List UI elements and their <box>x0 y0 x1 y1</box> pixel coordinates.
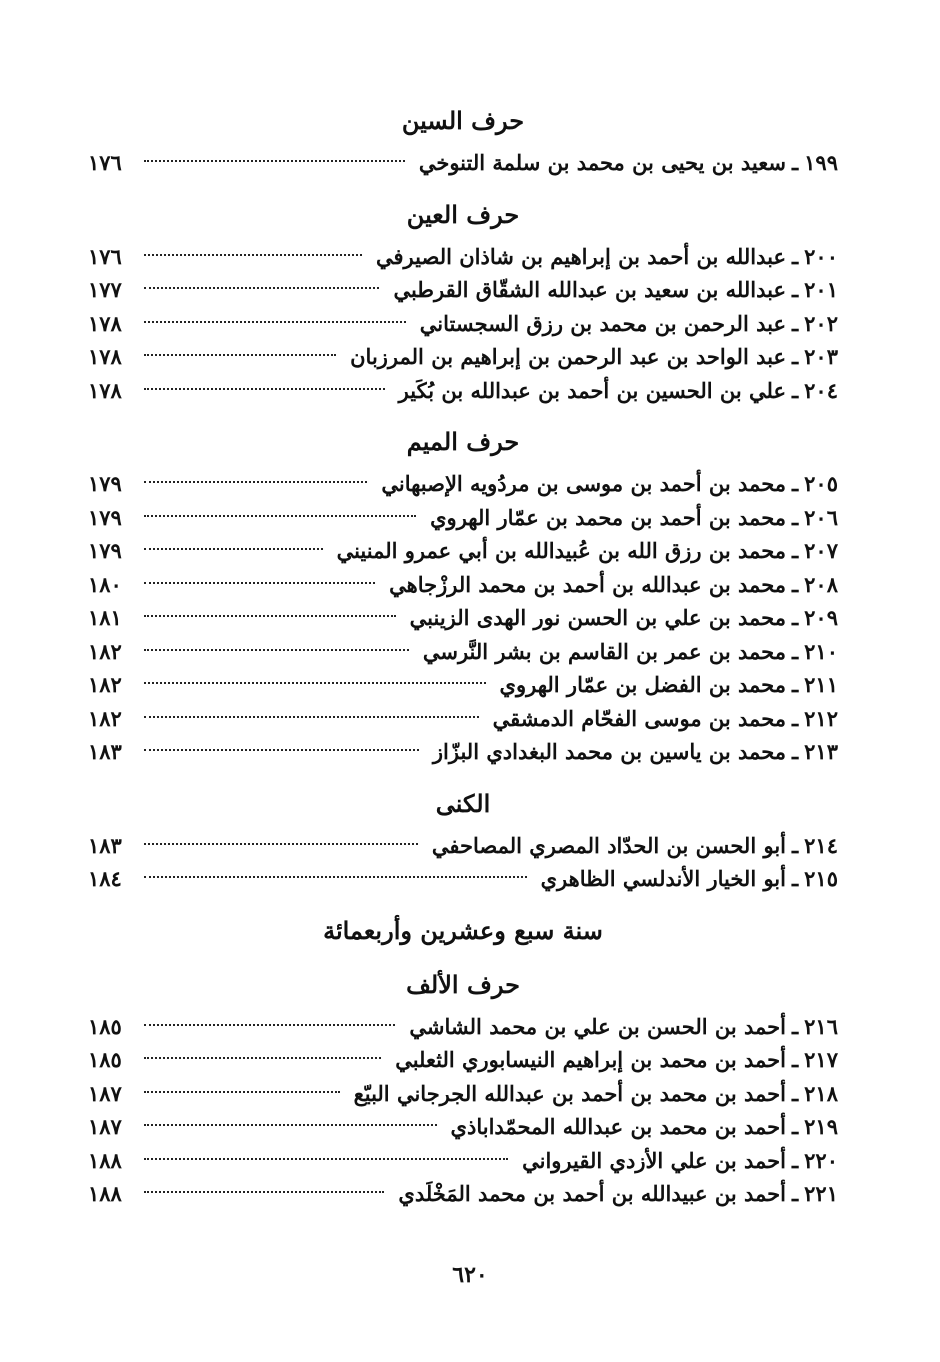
dot-leader <box>144 160 405 162</box>
page-number: ٦٢٠ <box>452 1262 488 1288</box>
entry-name: أبو الحسن بن الحدّاد المصري المصاحفي <box>431 832 786 858</box>
toc-entry <box>88 1077 838 1111</box>
entry-number: ٢١٥ <box>804 866 838 891</box>
entry-name: محمد بن رزق الله بن عُبيدالله بن أبي عمرو المنيني <box>336 538 786 563</box>
entry-name: أحمد بن عبيدالله بن أحمد بن محمد المَخْلَدي <box>398 1181 786 1206</box>
entry-page-number: ١٨٢ <box>88 638 122 664</box>
entry-list <box>88 467 838 769</box>
entry-page-number: ١٧٨ <box>88 377 122 403</box>
toc-entry <box>88 1010 838 1044</box>
entry-page-number: ١٧٨ <box>88 344 122 369</box>
toc-entry <box>88 862 838 896</box>
entry-number: ٢١٨ <box>804 1080 838 1106</box>
entry-page-number: ١٧٦ <box>88 243 122 269</box>
dot-leader <box>144 354 336 356</box>
entry-page-number: ١٧٩ <box>88 471 122 496</box>
entry-separator: ـ <box>792 310 799 336</box>
entry-separator: ـ <box>792 1047 799 1072</box>
entry-number: ٢١٩ <box>804 1114 838 1139</box>
entry-page-number: ١٨٧ <box>88 1080 122 1106</box>
entry-page-number: ١٨٣ <box>88 739 122 764</box>
entry-page-number: ١٧٧ <box>88 277 122 302</box>
entry-name: أحمد بن علي الأزدي القيرواني <box>522 1147 786 1173</box>
entry-separator: ـ <box>792 471 799 496</box>
entry-separator: ـ <box>792 571 799 597</box>
entry-number: ٢١٧ <box>804 1047 838 1072</box>
toc-entry <box>88 1043 838 1077</box>
entry-separator: ـ <box>792 1147 799 1173</box>
dot-leader <box>144 548 323 550</box>
entry-separator: ـ <box>792 705 799 731</box>
entry-page-number: ١٨٠ <box>88 571 122 597</box>
dot-leader <box>144 1191 384 1193</box>
entry-number: ٢٠٦ <box>804 504 838 530</box>
entry-page-number: ١٨٤ <box>88 866 122 891</box>
dot-leader <box>144 515 416 517</box>
entry-number: ٢٢١ <box>804 1181 838 1206</box>
entry-separator: ـ <box>792 1013 799 1039</box>
entry-separator: ـ <box>792 1181 799 1206</box>
entry-number: ٢٠٩ <box>804 605 838 630</box>
entry-name: عبد الواحد بن عبد الرحمن بن إبراهيم بن المرزبان <box>350 344 786 369</box>
entry-name: عبد الرحمن بن محمد بن رزق السجستاني <box>419 310 786 336</box>
entry-name: محمد بن علي بن الحسن نور الهدى الزينبي <box>409 605 786 630</box>
entry-name: محمد بن أحمد بن محمد بن عمّار الهروي <box>430 504 786 530</box>
entry-page-number: ١٧٨ <box>88 310 122 336</box>
toc-entry <box>88 467 838 501</box>
entry-separator: ـ <box>792 832 799 858</box>
entry-page-number: ١٨٧ <box>88 1114 122 1139</box>
entry-number: ٢١٣ <box>804 739 838 764</box>
entry-page-number: ١٨٥ <box>88 1013 122 1039</box>
entry-name: سعيد بن يحيى بن محمد بن سلمة التنوخي <box>418 150 786 175</box>
entry-separator: ـ <box>792 866 799 891</box>
toc-entry <box>88 635 838 669</box>
entry-name: أحمد بن محمد بن أحمد بن عبدالله الجرجاني البيّع <box>353 1080 786 1106</box>
toc-entry <box>88 1177 838 1211</box>
entry-page-number: ١٧٦ <box>88 150 122 175</box>
dot-leader <box>144 388 385 390</box>
section-heading: حرف السين <box>401 106 525 135</box>
entry-separator: ـ <box>792 538 799 563</box>
entry-page-number: ١٧٩ <box>88 538 122 563</box>
entry-number: ٢٠٣ <box>804 344 838 369</box>
dot-leader <box>144 1158 508 1160</box>
entry-name: عبدالله بن أحمد بن إبراهيم بن شاذان الصيرفي <box>376 243 786 269</box>
entry-number: ٢٠٢ <box>804 310 838 336</box>
dot-leader <box>144 876 527 878</box>
section-heading: حرف العين <box>406 199 520 229</box>
entry-list <box>88 1010 838 1211</box>
entry-number: ٢٠٧ <box>804 538 838 563</box>
entry-name: أحمد بن محمد بن عبدالله المحمّداباذي <box>450 1114 786 1139</box>
entry-name: محمد بن عبدالله بن أحمد بن محمد الرزْجاهي <box>389 571 786 597</box>
entry-list <box>88 146 838 180</box>
toc-entry <box>88 240 838 274</box>
dot-leader <box>144 1091 340 1093</box>
section-heading: الكنى <box>435 788 491 818</box>
dot-leader <box>144 749 419 751</box>
dot-leader <box>144 843 418 845</box>
dot-leader <box>144 1057 381 1059</box>
entry-name: محمد بن الفضل بن عمّار الهروي <box>499 672 786 697</box>
entry-separator: ـ <box>792 605 799 630</box>
toc-entry <box>88 568 838 602</box>
entry-separator: ـ <box>792 150 799 175</box>
dot-leader <box>144 321 406 323</box>
entry-separator: ـ <box>792 504 799 530</box>
entry-number: ٢٠٥ <box>804 471 838 496</box>
entry-name: محمد بن ياسين بن محمد البغدادي البزّاز <box>432 739 786 764</box>
section-heading: سنة سبع وعشرين وأربعمائة <box>323 915 603 945</box>
section-heading: حرف الميم <box>406 427 520 456</box>
entry-number: ٢١٦ <box>804 1013 838 1039</box>
entry-name: محمد بن موسى الفحّام الدمشقي <box>492 705 786 731</box>
entry-name: عبدالله بن سعيد بن عبدالله الشقّاق القرطبي <box>393 277 786 302</box>
entry-name: علي بن الحسين بن أحمد بن عبدالله بن بُكَير <box>398 377 786 403</box>
toc-entry <box>88 829 838 863</box>
entry-separator: ـ <box>792 277 799 302</box>
dot-leader <box>144 1124 437 1126</box>
entry-separator: ـ <box>792 243 799 269</box>
entry-page-number: ١٨٣ <box>88 832 122 858</box>
entry-number: ٢٢٠ <box>804 1147 838 1173</box>
entry-number: ١٩٩ <box>804 150 838 175</box>
dot-leader <box>144 582 375 584</box>
entry-page-number: ١٨٨ <box>88 1147 122 1173</box>
entry-page-number: ١٨٢ <box>88 672 122 697</box>
dot-leader <box>144 1024 395 1026</box>
toc-entry <box>88 501 838 535</box>
toc-entry <box>88 534 838 568</box>
entry-number: ٢١٠ <box>804 638 838 664</box>
entry-number: ٢٠٤ <box>804 377 838 403</box>
dot-leader <box>144 716 479 718</box>
entry-page-number: ١٨١ <box>88 605 122 630</box>
entry-number: ٢٠١ <box>804 277 838 302</box>
entry-number: ٢١٢ <box>804 705 838 731</box>
toc-entry <box>88 702 838 736</box>
section-heading: حرف الألف <box>406 969 520 999</box>
entry-number: ٢٠٠ <box>804 243 838 269</box>
entry-name: أبو الخيار الأندلسي الظاهري <box>540 866 786 891</box>
entry-page-number: ١٧٩ <box>88 504 122 530</box>
entry-list <box>88 829 838 896</box>
entry-name: أحمد بن محمد بن إبراهيم النيسابوري الثعلبي <box>395 1047 786 1072</box>
entry-list <box>88 240 838 408</box>
toc-entry <box>88 307 838 341</box>
entry-separator: ـ <box>792 672 799 697</box>
entry-page-number: ١٨٨ <box>88 1181 122 1206</box>
dot-leader <box>144 287 379 289</box>
table-of-contents <box>88 96 838 1221</box>
entry-separator: ـ <box>792 739 799 764</box>
toc-entry <box>88 146 838 180</box>
entry-name: أحمد بن الحسن بن علي بن محمد الشاشي <box>409 1013 786 1039</box>
entry-separator: ـ <box>792 377 799 403</box>
toc-entry <box>88 601 838 635</box>
entry-number: ٢١١ <box>804 672 838 697</box>
entry-separator: ـ <box>792 1114 799 1139</box>
toc-entry <box>88 340 838 374</box>
dot-leader <box>144 682 486 684</box>
entry-separator: ـ <box>792 1080 799 1106</box>
toc-entry <box>88 273 838 307</box>
entry-name: محمد بن عمر بن القاسم بن بشر النَّرسي <box>422 638 786 664</box>
entry-number: ٢١٤ <box>804 832 838 858</box>
dot-leader <box>144 254 362 256</box>
dot-leader <box>144 615 396 617</box>
entry-name: محمد بن أحمد بن موسى بن مردُويه الإصبهاني <box>381 471 786 496</box>
entry-page-number: ١٨٢ <box>88 705 122 731</box>
entry-separator: ـ <box>792 638 799 664</box>
dot-leader <box>144 649 409 651</box>
toc-entry <box>88 1110 838 1144</box>
toc-entry <box>88 668 838 702</box>
entry-number: ٢٠٨ <box>804 571 838 597</box>
toc-entry <box>88 735 838 769</box>
dot-leader <box>144 481 367 483</box>
toc-entry <box>88 374 838 408</box>
entry-page-number: ١٨٥ <box>88 1047 122 1072</box>
entry-separator: ـ <box>792 344 799 369</box>
toc-entry <box>88 1144 838 1178</box>
